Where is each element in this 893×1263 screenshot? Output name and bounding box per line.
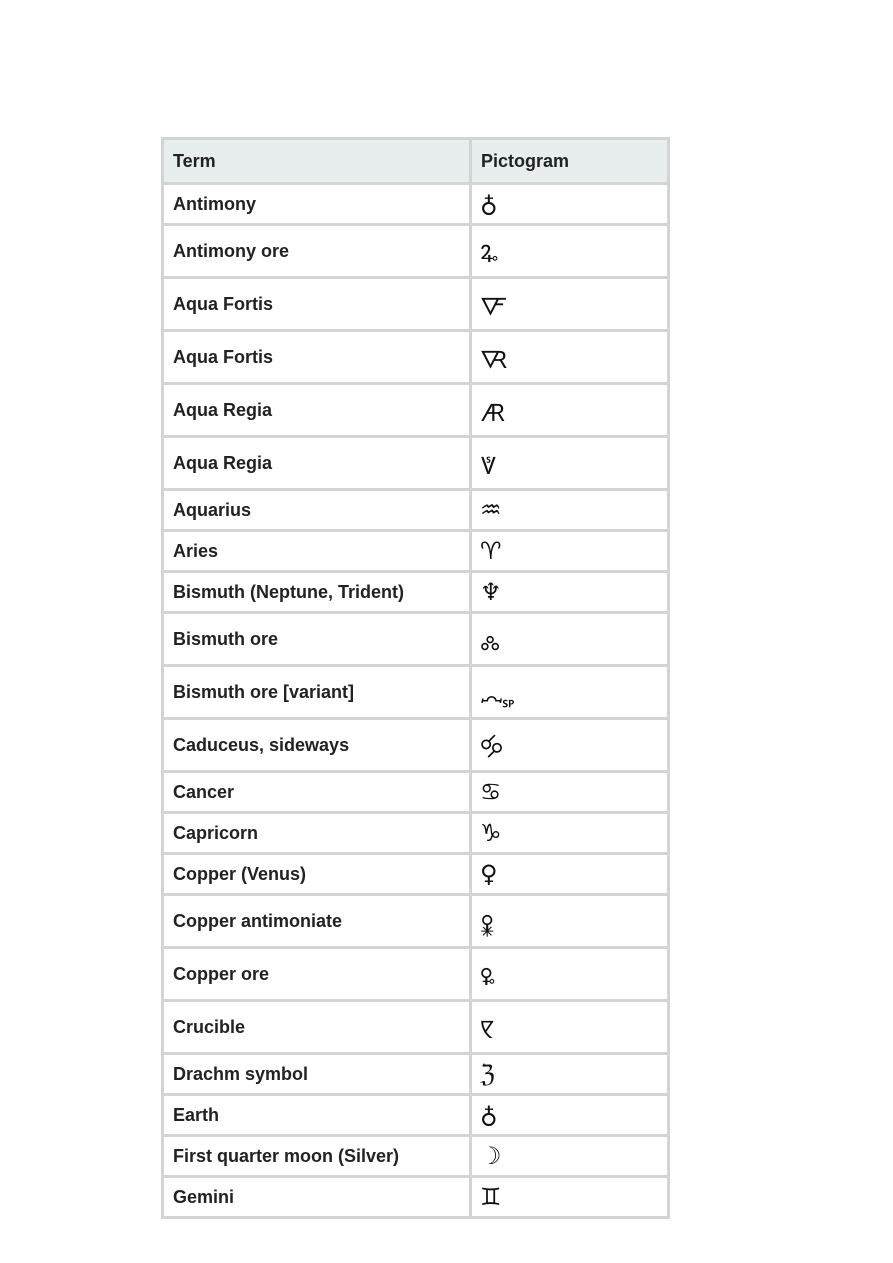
table-row	[163, 184, 669, 225]
term-cell: Copper (Venus)	[163, 854, 471, 895]
pictogram-symbol: 🝇	[471, 666, 669, 719]
table-row	[163, 1177, 669, 1218]
term-cell: Capricorn	[163, 813, 471, 854]
term-cell: Earth	[163, 1095, 471, 1136]
table-row	[163, 331, 669, 384]
table-row	[163, 1001, 669, 1054]
pictogram-symbol: ☽	[471, 1136, 669, 1177]
table-row	[163, 666, 669, 719]
pictogram-symbol: 🝰	[471, 719, 669, 772]
table-row	[163, 531, 669, 572]
table-body	[163, 184, 669, 1218]
pictogram-symbol: ♒	[471, 490, 669, 531]
term-cell: Copper antimoniate	[163, 895, 471, 948]
pictogram-symbol: 🝆	[471, 613, 669, 666]
table-row	[163, 772, 669, 813]
table-row	[163, 613, 669, 666]
pictogram-symbol: 🜅	[471, 278, 669, 331]
table-row	[163, 1054, 669, 1095]
pictogram-symbol: 🜢	[471, 895, 669, 948]
term-cell: Aqua Fortis	[163, 331, 471, 384]
term-cell: Cancer	[163, 772, 471, 813]
table-row	[163, 572, 669, 613]
pictogram-symbol: 🜠	[471, 948, 669, 1001]
table-row	[163, 854, 669, 895]
pictogram-symbol: 🜩	[471, 225, 669, 278]
pictogram-symbol: ♀	[471, 854, 669, 895]
pictogram-symbol: 🝥	[471, 1001, 669, 1054]
table-row	[163, 1136, 669, 1177]
pictogram-symbol: ♁	[471, 184, 669, 225]
term-cell: Aries	[163, 531, 471, 572]
term-cell: Gemini	[163, 1177, 471, 1218]
term-column-header: Term	[163, 139, 471, 184]
table-row	[163, 225, 669, 278]
table-row	[163, 948, 669, 1001]
page-sheet	[161, 137, 667, 1219]
table-row	[163, 278, 669, 331]
term-cell: Aqua Fortis	[163, 278, 471, 331]
alchemical-symbols-table	[161, 137, 670, 1219]
term-cell: Drachm symbol	[163, 1054, 471, 1095]
term-cell: Bismuth ore [variant]	[163, 666, 471, 719]
term-cell: Copper ore	[163, 948, 471, 1001]
table-row	[163, 490, 669, 531]
term-cell: Crucible	[163, 1001, 471, 1054]
term-cell: First quarter moon (Silver)	[163, 1136, 471, 1177]
table-row	[163, 895, 669, 948]
pictogram-symbol: 🜈	[471, 437, 669, 490]
table-row	[163, 437, 669, 490]
term-cell: Aquarius	[163, 490, 471, 531]
term-cell: Aqua Regia	[163, 437, 471, 490]
pictogram-symbol: ♋	[471, 772, 669, 813]
pictogram-symbol: ♈	[471, 531, 669, 572]
pictogram-symbol: ♆	[471, 572, 669, 613]
term-cell: Antimony	[163, 184, 471, 225]
pictogram-symbol: ℨ	[471, 1054, 669, 1095]
table-row	[163, 384, 669, 437]
pictogram-symbol: ♊	[471, 1177, 669, 1218]
term-cell: Bismuth (Neptune, Trident)	[163, 572, 471, 613]
pictogram-symbol: ♁	[471, 1095, 669, 1136]
pictogram-column-header: Pictogram	[471, 139, 669, 184]
term-cell: Caduceus, sideways	[163, 719, 471, 772]
table-header-row	[163, 139, 669, 184]
term-cell: Bismuth ore	[163, 613, 471, 666]
pictogram-symbol: 🜆	[471, 331, 669, 384]
table-row	[163, 1095, 669, 1136]
term-cell: Antimony ore	[163, 225, 471, 278]
term-cell: Aqua Regia	[163, 384, 471, 437]
pictogram-symbol: 🜇	[471, 384, 669, 437]
table-row	[163, 813, 669, 854]
table-row	[163, 719, 669, 772]
pictogram-symbol: ♑	[471, 813, 669, 854]
